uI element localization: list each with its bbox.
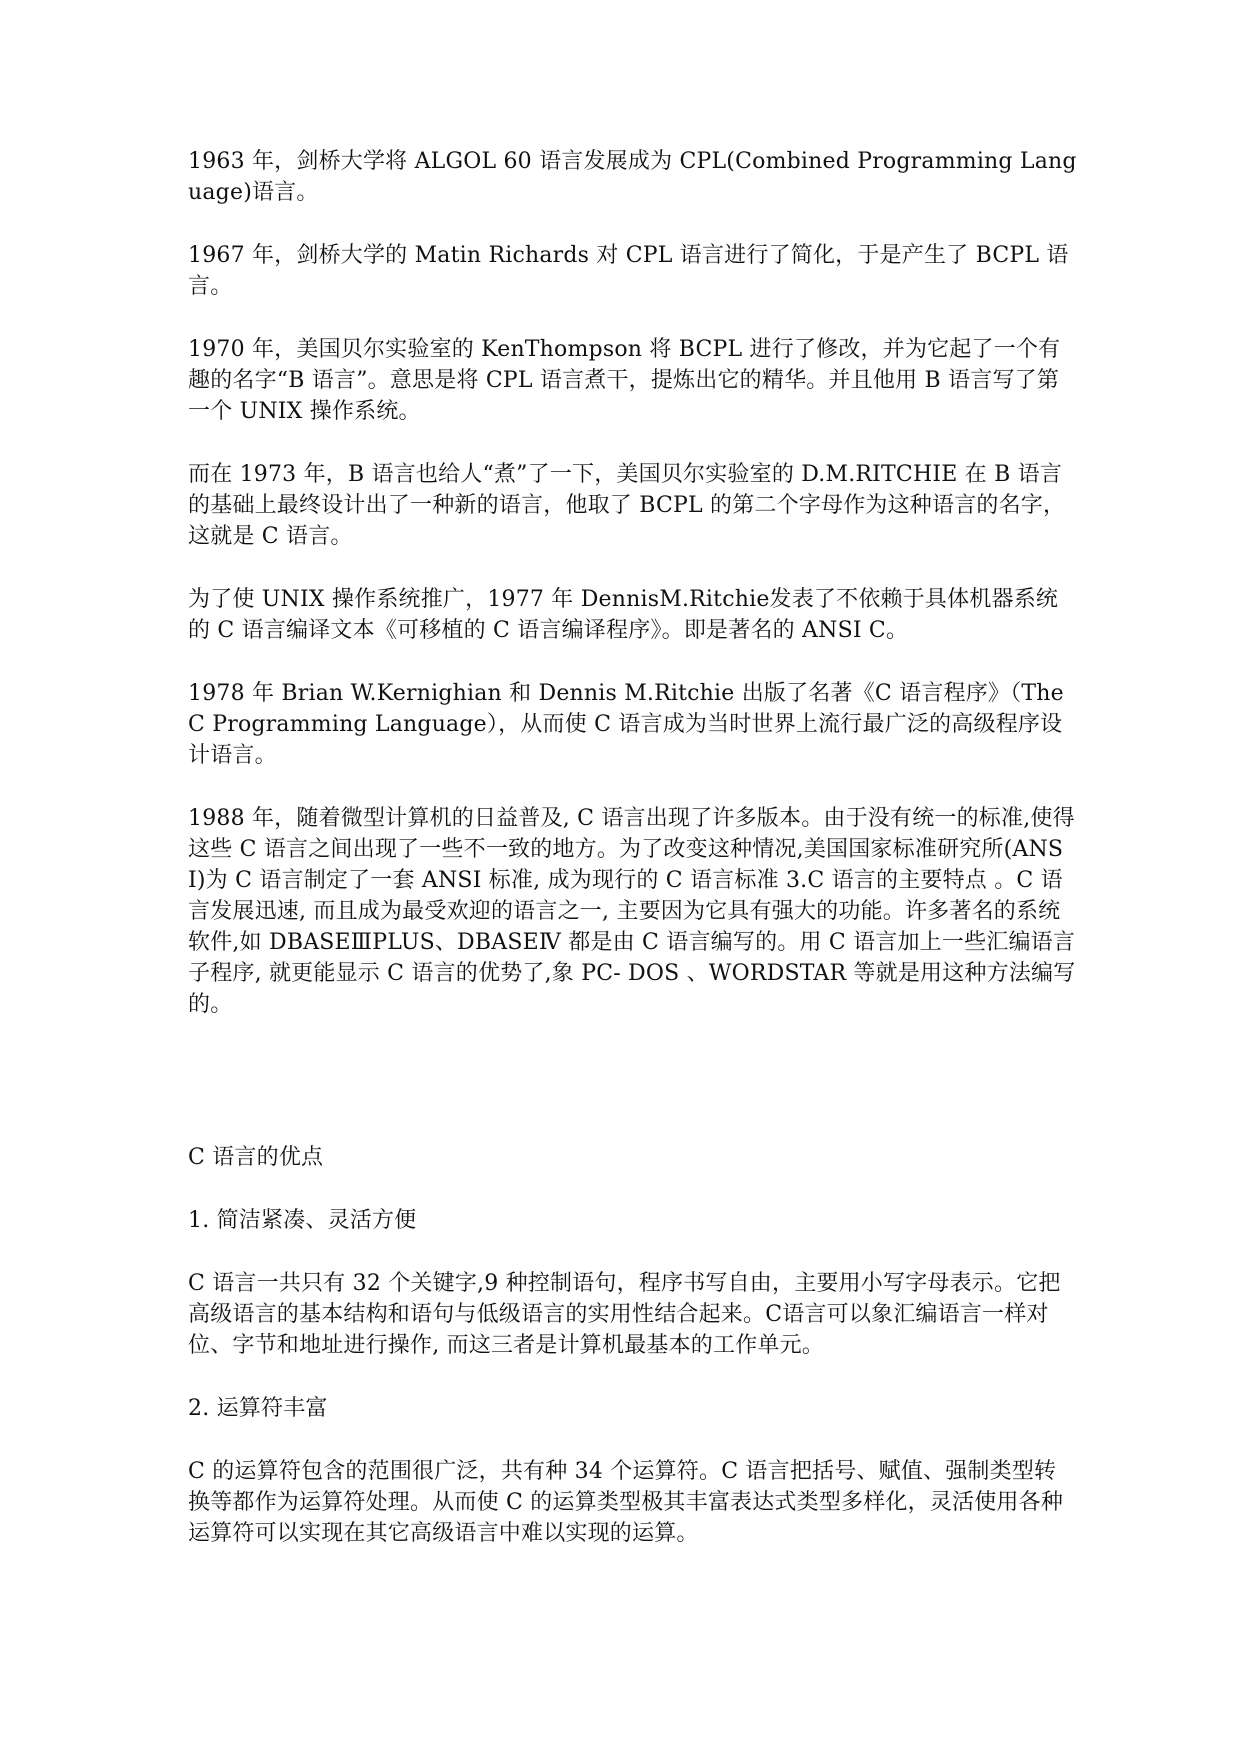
point-1-title: 1. 简洁紧凑、灵活方便 (188, 1208, 417, 1233)
section-title: C 语言的优点 (188, 1145, 324, 1170)
section-spacer (188, 1052, 1078, 1142)
paragraph-1963: 1963 年，剑桥大学将 ALGOL 60 语言发展成为 CPL(Combined Programming Language)语言。 (188, 149, 1077, 205)
paragraph-1978: 1978 年 Brian W.Kernighian 和 Dennis M.Ritchie 出版了名著《C 语言程序》（The C Programming Language），从而使 C 语言成为当时世界上流行最广泛的高级程序设计语言。 (188, 681, 1064, 768)
paragraph-1970: 1970 年，美国贝尔实验室的 KenThompson 将 BCPL 进行了修改，并为它起了一个有趣的名字“B 语言”。意思是将 CPL 语言煮干，提炼出它的精华。并且他用 B 语言写了第一个 UNIX 操作系统。 (188, 337, 1061, 424)
point-1-text: C 语言一共只有 32 个关键字,9 种控制语句，程序书写自由，主要用小写字母表示。它把高级语言的基本结构和语句与低级语言的实用性结合起来。C语言可以象汇编语言一样对位、字节和地址进行操作, 而这三者是计算机最基本的工作单元。 (188, 1271, 1061, 1358)
paragraph-1988: 1988 年，随着微型计算机的日益普及, C 语言出现了许多版本。由于没有统一的标准,使得这些 C 语言之间出现了一些不一致的地方。为了改变这种情况,美国国家标准研究所(ANSI)为 C 语言制定了一套 ANSI 标准, 成为现行的 C 语言标准 3.C 语言的主要特点 。C 语言发展迅速, 而且成为最受欢迎的语言之一, 主要因为它具有强大的功能。许多著名的系统软件,如 DBASEⅢPLUS、DBASEⅣ 都是由 C 语言编写的。用 C 语言加上一些汇编语言子程序, 就更能显示 C 语言的优势了,象 PC- DOS 、WORDSTAR 等就是用这种方法编写的。 (188, 806, 1076, 1017)
paragraph-1977: 为了使 UNIX 操作系统推广，1977 年 DennisM.Ritchie发表了不依赖于具体机器系统的 C 语言编译文本《可移植的 C 语言编译程序》。即是著名的 ANSI C。 (188, 587, 1059, 643)
document-body (188, 146, 1078, 1581)
point-2-text: C 的运算符包含的范围很广泛，共有种 34 个运算符。C 语言把括号、赋值、强制类型转换等都作为运算符处理。从而使 C 的运算类型极其丰富表达式类型多样化，灵活使用各种运算符可以实现在其它高级语言中难以实现的运算。 (188, 1459, 1064, 1546)
paragraph-1973: 而在 1973 年，B 语言也给人“煮”了一下，美国贝尔实验室的 D.M.RITCHIE 在 B 语言的基础上最终设计出了一种新的语言，他取了 BCPL 的第二个字母作为这种语言的名字，这就是 C 语言。 (188, 462, 1066, 549)
paragraph-1967: 1967 年，剑桥大学的 Matin Richards 对 CPL 语言进行了简化，于是产生了 BCPL 语言。 (188, 243, 1069, 299)
point-2-title: 2. 运算符丰富 (188, 1396, 328, 1421)
